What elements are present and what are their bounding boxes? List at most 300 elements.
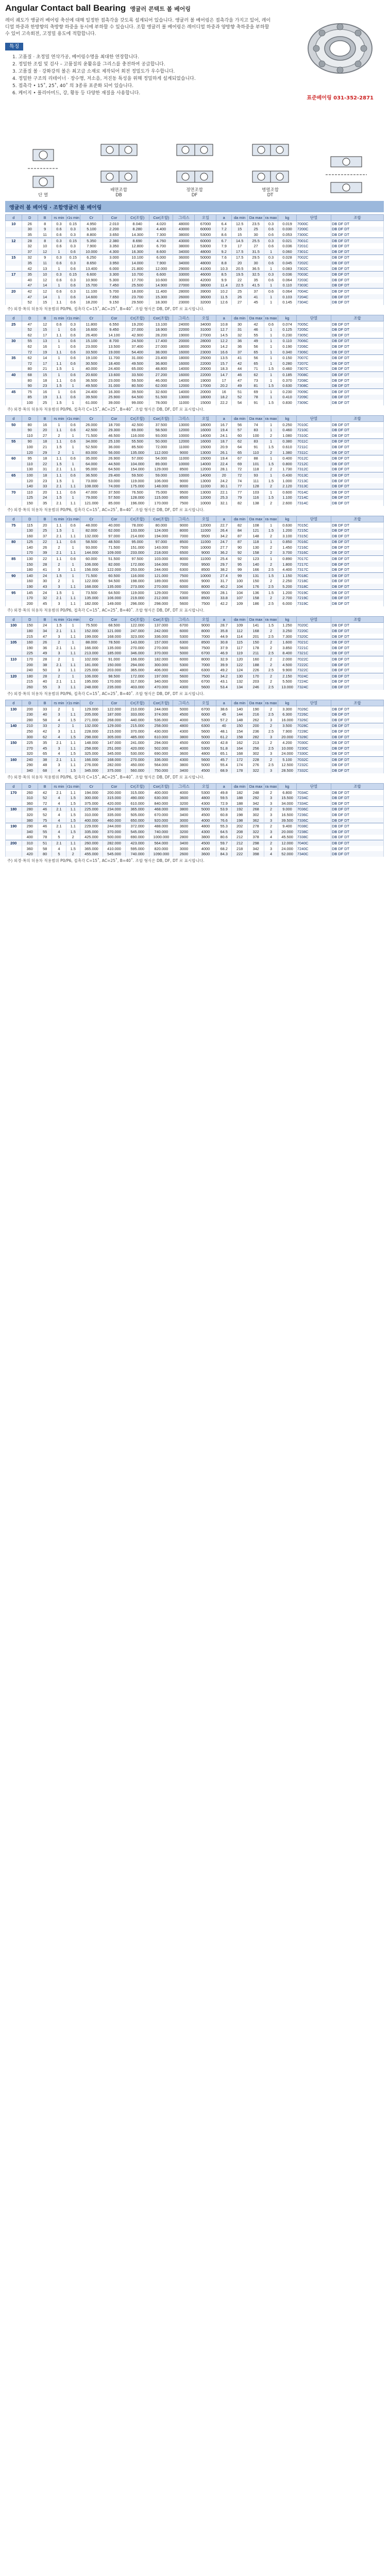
table-cell: 84 (231, 528, 248, 533)
table-cell: 294.000 (126, 662, 149, 668)
table-cell: 7206C (296, 344, 331, 349)
table-cell: 2 (264, 533, 278, 539)
table-cell: 7019C (296, 589, 331, 595)
table-cell: 820.000 (149, 846, 173, 852)
table-cell: 19000 (173, 332, 195, 338)
table-cell: 7230C (296, 745, 331, 751)
table-cell: 0.6 (52, 232, 66, 238)
table-cell: 1.1 (52, 455, 66, 461)
table-cell: 1.5 (264, 400, 278, 405)
table-cell: 248.000 (80, 684, 103, 690)
table-cell: 8000 (173, 528, 195, 533)
table-cell: 1.5 (52, 444, 66, 450)
table-row (6, 272, 384, 277)
table-cell: DB DF DT (331, 421, 384, 427)
table-cell: 7022C (296, 656, 331, 662)
table-cell: 4800 (195, 751, 216, 757)
table-cell: 3 (264, 812, 278, 818)
table-cell (6, 717, 22, 723)
table-cell: 1.1 (66, 567, 80, 572)
table-cell: 6700 (195, 706, 216, 711)
table-row (6, 717, 384, 723)
table-cell: 52 (22, 299, 38, 305)
table-cell: 3800 (195, 835, 216, 840)
table-cell: DB DF DT (331, 483, 384, 489)
table-cell: 36 (231, 344, 248, 349)
table-cell: 228.000 (80, 728, 103, 734)
table-cell: 3.300 (278, 706, 297, 711)
table-cell: 134 (231, 684, 248, 690)
table-cell: 34.2 (216, 533, 231, 539)
table-cell: 219.000 (126, 595, 149, 601)
table-cell: 93.000 (149, 433, 173, 438)
table-cell: 13000 (195, 489, 216, 495)
table-cell: 55 (38, 684, 52, 690)
table-cell (6, 662, 22, 668)
table-cell: 2 (264, 579, 278, 584)
table-cell: 121.000 (103, 628, 125, 634)
table-row (6, 651, 384, 656)
table-cell: 7234C (296, 795, 331, 801)
table-cell: 2 (52, 579, 66, 584)
table-cell: 0.3 (66, 227, 80, 232)
column-header: Cr(조합) (126, 616, 149, 622)
table-cell: 1 (66, 461, 80, 467)
column-header: Cr(조합) (126, 700, 149, 706)
table-cell: 1.450 (278, 545, 297, 550)
table-cell: 71.500 (80, 573, 103, 579)
table-row (6, 740, 384, 745)
table-cell: 24.7 (216, 539, 231, 545)
table-cell: 27.7 (216, 545, 231, 550)
table-cell (6, 461, 22, 467)
table-cell: 33.500 (80, 349, 103, 355)
table-cell: 37 (231, 349, 248, 355)
table-cell: 0.6 (66, 332, 80, 338)
table-cell: 44.500 (103, 461, 125, 467)
table-cell: 2.1 (52, 467, 66, 472)
table-cell: 256 (248, 745, 264, 751)
table-cell: 16000 (195, 438, 216, 444)
table-cell: DB DF DT (331, 589, 384, 595)
table-cell: 0.6 (66, 338, 80, 344)
table-cell: 690.000 (126, 835, 149, 840)
table-block (5, 783, 384, 863)
table-cell: 11 (38, 260, 52, 266)
table-cell: 8000 (195, 656, 216, 662)
table-cell: 12.500 (278, 762, 297, 768)
table-cell: 78.500 (103, 639, 125, 645)
table-cell: 3000 (173, 818, 195, 823)
table-cell: 30 (248, 232, 264, 238)
table-cell: 244.000 (149, 567, 173, 572)
table-block (5, 516, 384, 613)
table-cell: 190 (248, 706, 264, 711)
table-cell: 0.380 (278, 438, 297, 444)
table-cell: 1 (264, 294, 278, 300)
table-cell: 20.000 (278, 734, 297, 740)
table-cell: 119.000 (126, 478, 149, 484)
table-cell: 194.000 (149, 533, 173, 539)
table-cell: 35 (22, 272, 38, 277)
table-row (6, 584, 384, 589)
table-cell: 280 (22, 717, 38, 723)
table-cell: 41 (248, 294, 264, 300)
table-cell: 15.7 (216, 361, 231, 366)
table-cell: 0.6 (66, 556, 80, 562)
table-cell: DB DF DT (331, 372, 384, 378)
table-cell: 145 (22, 589, 38, 595)
table-row (6, 545, 384, 550)
table-cell: 1.1 (52, 332, 66, 338)
table-cell: 52.000 (278, 851, 297, 857)
table-cell: 97.500 (126, 556, 149, 562)
table-cell: 162 (231, 740, 248, 745)
table-cell: 5.500 (278, 679, 297, 685)
table-cell: 2 (264, 740, 278, 745)
table-header-row (6, 783, 384, 789)
table-cell: DB DF DT (331, 255, 384, 260)
table-cell: 241.000 (126, 740, 149, 745)
table-cell: 122.000 (103, 706, 125, 711)
table-cell: DB DF DT (331, 835, 384, 840)
table-cell: 30.8 (216, 639, 231, 645)
table-cell: 25.500 (126, 283, 149, 289)
table-cell: 8000 (173, 556, 195, 562)
table-cell: 9000 (173, 522, 195, 528)
table-cell: 156.000 (80, 567, 103, 572)
table-cell: 65 (231, 450, 248, 455)
table-cell: 1.1 (66, 806, 80, 812)
table-cell: 35 (248, 277, 264, 283)
table-cell: 4 (52, 795, 66, 801)
column-header: 조합 (331, 783, 384, 789)
table-cell: 1.100 (278, 495, 297, 501)
table-cell: 340 (22, 829, 38, 835)
table-cell: 7213C (296, 478, 331, 484)
table-cell: 20.600 (80, 372, 103, 378)
table-cell: 13.100 (149, 321, 173, 327)
table-cell: 16000 (173, 372, 195, 378)
table-cell: 0.3 (66, 277, 80, 283)
table-cell: 90 (6, 573, 22, 579)
table-cell: 7222C (296, 662, 331, 668)
table-cell: 68.2 (216, 846, 231, 852)
table-cell: 6.000 (278, 601, 297, 606)
table-cell: DB DF DT (331, 461, 384, 467)
column-header: 조합 (331, 700, 384, 706)
table-cell: 19.100 (80, 355, 103, 361)
table-cell: 18.7 (216, 438, 231, 444)
diagram-mounting (318, 151, 375, 198)
table-cell: 3200 (173, 829, 195, 835)
table-cell: 65 (6, 472, 22, 478)
table-cell: 1.1 (66, 500, 80, 506)
table-cell: 1.5 (66, 812, 80, 818)
table-cell: 18 (38, 455, 52, 461)
table-cell: 11.5 (216, 294, 231, 300)
table-cell: 564.000 (149, 762, 173, 768)
table-cell: 0.6 (66, 421, 80, 427)
table-cell: 24.500 (126, 338, 149, 344)
table-cell: 270.000 (149, 645, 173, 651)
table-cell: 740.000 (149, 829, 173, 835)
table-cell: 0.6 (264, 243, 278, 249)
table-cell: 564.000 (149, 840, 173, 846)
table-cell: 16.600 (80, 327, 103, 333)
table-cell: 58 (38, 846, 52, 852)
table-cell: DB DF DT (331, 249, 384, 255)
table-cell: 1 (52, 344, 66, 349)
table-cell: 4800 (195, 823, 216, 829)
column-header: 조합 (331, 516, 384, 522)
table-cell: 158 (248, 550, 264, 556)
table-cell: 375.000 (80, 801, 103, 806)
table-cell: 168.000 (103, 757, 125, 762)
table-cell: DB DF DT (331, 728, 384, 734)
table-cell: 74 (248, 421, 264, 427)
table-cell: 132.000 (80, 723, 103, 728)
table-cell: 10.600 (149, 277, 173, 283)
table-cell: 28 (38, 562, 52, 567)
diagram-single (15, 145, 72, 198)
table-cell: 2 (264, 595, 278, 601)
table-cell: 7211C (296, 444, 331, 450)
table-row (6, 378, 384, 383)
table-cell: 36.500 (80, 378, 103, 383)
table-cell: 94.500 (103, 579, 125, 584)
table-cell: 7315C (296, 533, 331, 539)
table-cell: 2.1 (52, 840, 66, 846)
table-cell: 1 (66, 589, 80, 595)
table-cell: 7000 (173, 533, 195, 539)
column-header: Cr (80, 516, 103, 522)
table-cell: 325.000 (80, 751, 103, 757)
table-cell: 17 (6, 272, 22, 277)
table-cell: 54.000 (149, 455, 173, 461)
table-cell: 260 (22, 684, 38, 690)
table-header-row (6, 516, 384, 522)
table-cell: 0.3 (52, 272, 66, 277)
table-cell: 0.3 (52, 238, 66, 243)
table-row (6, 628, 384, 634)
column-header: kg (278, 516, 297, 522)
table-cell: 129.000 (149, 589, 173, 595)
table-cell: 137.000 (149, 622, 173, 628)
table-cell: 54.400 (126, 349, 149, 355)
table-cell: 7.900 (278, 728, 297, 734)
table-cell: 42.8 (216, 740, 231, 745)
table-cell: 250 (22, 728, 38, 734)
table-cell: 7304C (296, 299, 331, 305)
table-cell: 8500 (195, 639, 216, 645)
table-cell: 38.000 (149, 349, 173, 355)
table-cell: 160 (248, 656, 264, 662)
column-header: d (6, 783, 22, 789)
table-cell: 28 (22, 238, 38, 243)
column-header: Da max (248, 616, 264, 622)
table-row (6, 400, 384, 405)
table-cell: DB DF DT (331, 243, 384, 249)
table-cell: 300.000 (80, 795, 103, 801)
table-cell: DB DF DT (331, 762, 384, 768)
table-cell: 4800 (173, 667, 195, 673)
table-cell: 7.450 (103, 283, 125, 289)
table-cell: 130 (231, 673, 248, 679)
table-cell: DB DF DT (331, 706, 384, 711)
table-cell: 91 (248, 400, 264, 405)
table-cell: 106.000 (80, 673, 103, 679)
table-cell: 34.2 (216, 673, 231, 679)
table-cell: 1 (66, 622, 80, 628)
table-cell: 42 (38, 728, 52, 734)
column-header: a (216, 700, 231, 706)
column-header: da min (231, 415, 248, 421)
table-cell: 5000 (173, 706, 195, 711)
table-cell: 12 (38, 277, 52, 283)
table-cell: 8000 (173, 483, 195, 489)
table-cell (6, 277, 22, 283)
table-cell: 15 (231, 227, 248, 232)
table-cell: 7305C (296, 332, 331, 338)
table-row (6, 389, 384, 395)
table-cell: 22.4 (216, 461, 231, 467)
table-cell: DB DF DT (331, 567, 384, 572)
table-cell: 85 (6, 556, 22, 562)
table-cell: 9.000 (278, 806, 297, 812)
table-cell: 7240C (296, 846, 331, 852)
table-cell: 64.500 (126, 395, 149, 400)
table-cell: 65 (248, 361, 264, 366)
table-cell: 200 (22, 662, 38, 668)
table-cell: 14000 (195, 433, 216, 438)
table-cell: 56 (231, 421, 248, 427)
table-cell: 7026C (296, 706, 331, 711)
table-cell: 0.15 (66, 238, 80, 243)
table-row (6, 227, 384, 232)
table-row (6, 622, 384, 628)
table-cell: 3.950 (103, 260, 125, 266)
table-cell: 48000 (195, 249, 216, 255)
table-cell: 104 (231, 584, 248, 589)
table-cell: 20 (6, 289, 22, 294)
table-cell: 0.460 (278, 427, 297, 433)
table-cell: 2 (264, 656, 278, 662)
table-cell (6, 378, 22, 383)
table-cell: 85.000 (103, 500, 125, 506)
table-cell: 30 (231, 321, 248, 327)
table-row (6, 260, 384, 266)
table-cell: 187.000 (103, 711, 125, 717)
table-cell: 7219C (296, 595, 331, 601)
table-cell: 55.500 (126, 438, 149, 444)
table-cell: 42.500 (80, 427, 103, 433)
table-cell: 150 (22, 500, 38, 506)
table-cell: 59.000 (149, 472, 173, 478)
table-cell: 55 (22, 338, 38, 344)
table-cell: 12 (38, 289, 52, 294)
table-cell: 0.3 (66, 260, 80, 266)
table-cell: 7316C (296, 550, 331, 556)
table-cell: 12.6 (216, 299, 231, 305)
table-cell: 40.2 (216, 584, 231, 589)
table-cell: 116.000 (126, 433, 149, 438)
table-cell: 9500 (195, 533, 216, 539)
table-cell: DB DF DT (331, 266, 384, 272)
table-cell: 58 (38, 717, 52, 723)
table-cell: 7014C (296, 489, 331, 495)
table-cell: 49.8 (216, 789, 231, 795)
column-header: Cor (103, 700, 125, 706)
table-cell (6, 332, 22, 338)
table-cell: 11.100 (80, 289, 103, 294)
table-cell: 1 (66, 545, 80, 550)
table-cell: 9000 (195, 579, 216, 584)
table-cell: 12.2 (216, 338, 231, 344)
table-cell: 2 (264, 706, 278, 711)
table-cell: 43 (38, 584, 52, 589)
table-cell: 50 (6, 421, 22, 427)
column-header: d (6, 616, 22, 622)
section-banner: 앵귤러 볼 베어링 · 조합앵귤러 볼 베어링 (5, 201, 384, 212)
table-row (6, 238, 384, 243)
table-cell: 14.900 (149, 283, 173, 289)
column-header: D (22, 616, 38, 622)
table-cell: 42 (248, 321, 264, 327)
table-cell: 73.000 (80, 478, 103, 484)
table-cell: 46.9 (216, 651, 231, 656)
table-cell: 199.000 (80, 634, 103, 639)
table-cell: 260.000 (80, 840, 103, 846)
table-cell: 39.000 (103, 400, 125, 405)
table-note: 주) 외경·폭의 허용차 적용범위 P0/P6, 접촉각 C=15˚, AC=25˚, B=40˚. 조합 형식은 DB, DF, DT 로 표시합니다. (7, 858, 205, 863)
table-cell: 37.500 (103, 489, 125, 495)
table-cell: 35.000 (80, 455, 103, 461)
table-cell: 25 (6, 321, 22, 327)
table-cell: 43000 (173, 227, 195, 232)
table-cell: 1.5 (264, 528, 278, 533)
table-cell: DB DF DT (331, 378, 384, 383)
table-cell: 25000 (195, 355, 216, 361)
table-cell: DB DF DT (331, 846, 384, 852)
table-cell: 11000 (195, 556, 216, 562)
table-cell: 182 (231, 789, 248, 795)
table-cell: 7016C (296, 539, 331, 545)
table-cell: 0.3 (264, 272, 278, 277)
table-cell: 25 (231, 289, 248, 294)
table-cell: 84.3 (216, 851, 231, 857)
table-cell: 6700 (195, 679, 216, 685)
table-row (6, 444, 384, 450)
table-cell: DB DF DT (331, 221, 384, 227)
table-cell: 11000 (195, 483, 216, 489)
table-cell: DB DF DT (331, 389, 384, 395)
table-cell: 150 (22, 562, 38, 567)
table-cell: 4500 (195, 812, 216, 818)
table-cell: 143.000 (126, 639, 149, 645)
table-cell: 1.5 (66, 829, 80, 835)
table-cell: 78.000 (149, 400, 173, 405)
table-cell: 2 (264, 789, 278, 795)
table-cell: 7209C (296, 395, 331, 400)
table-cell: 1 (264, 438, 278, 444)
table-row (6, 573, 384, 579)
table-cell: 7212C (296, 461, 331, 467)
table-cell: 149.000 (103, 601, 125, 606)
table-cell: 1 (66, 706, 80, 711)
table-cell: 0.6 (66, 378, 80, 383)
table-cell: 77 (231, 483, 248, 489)
